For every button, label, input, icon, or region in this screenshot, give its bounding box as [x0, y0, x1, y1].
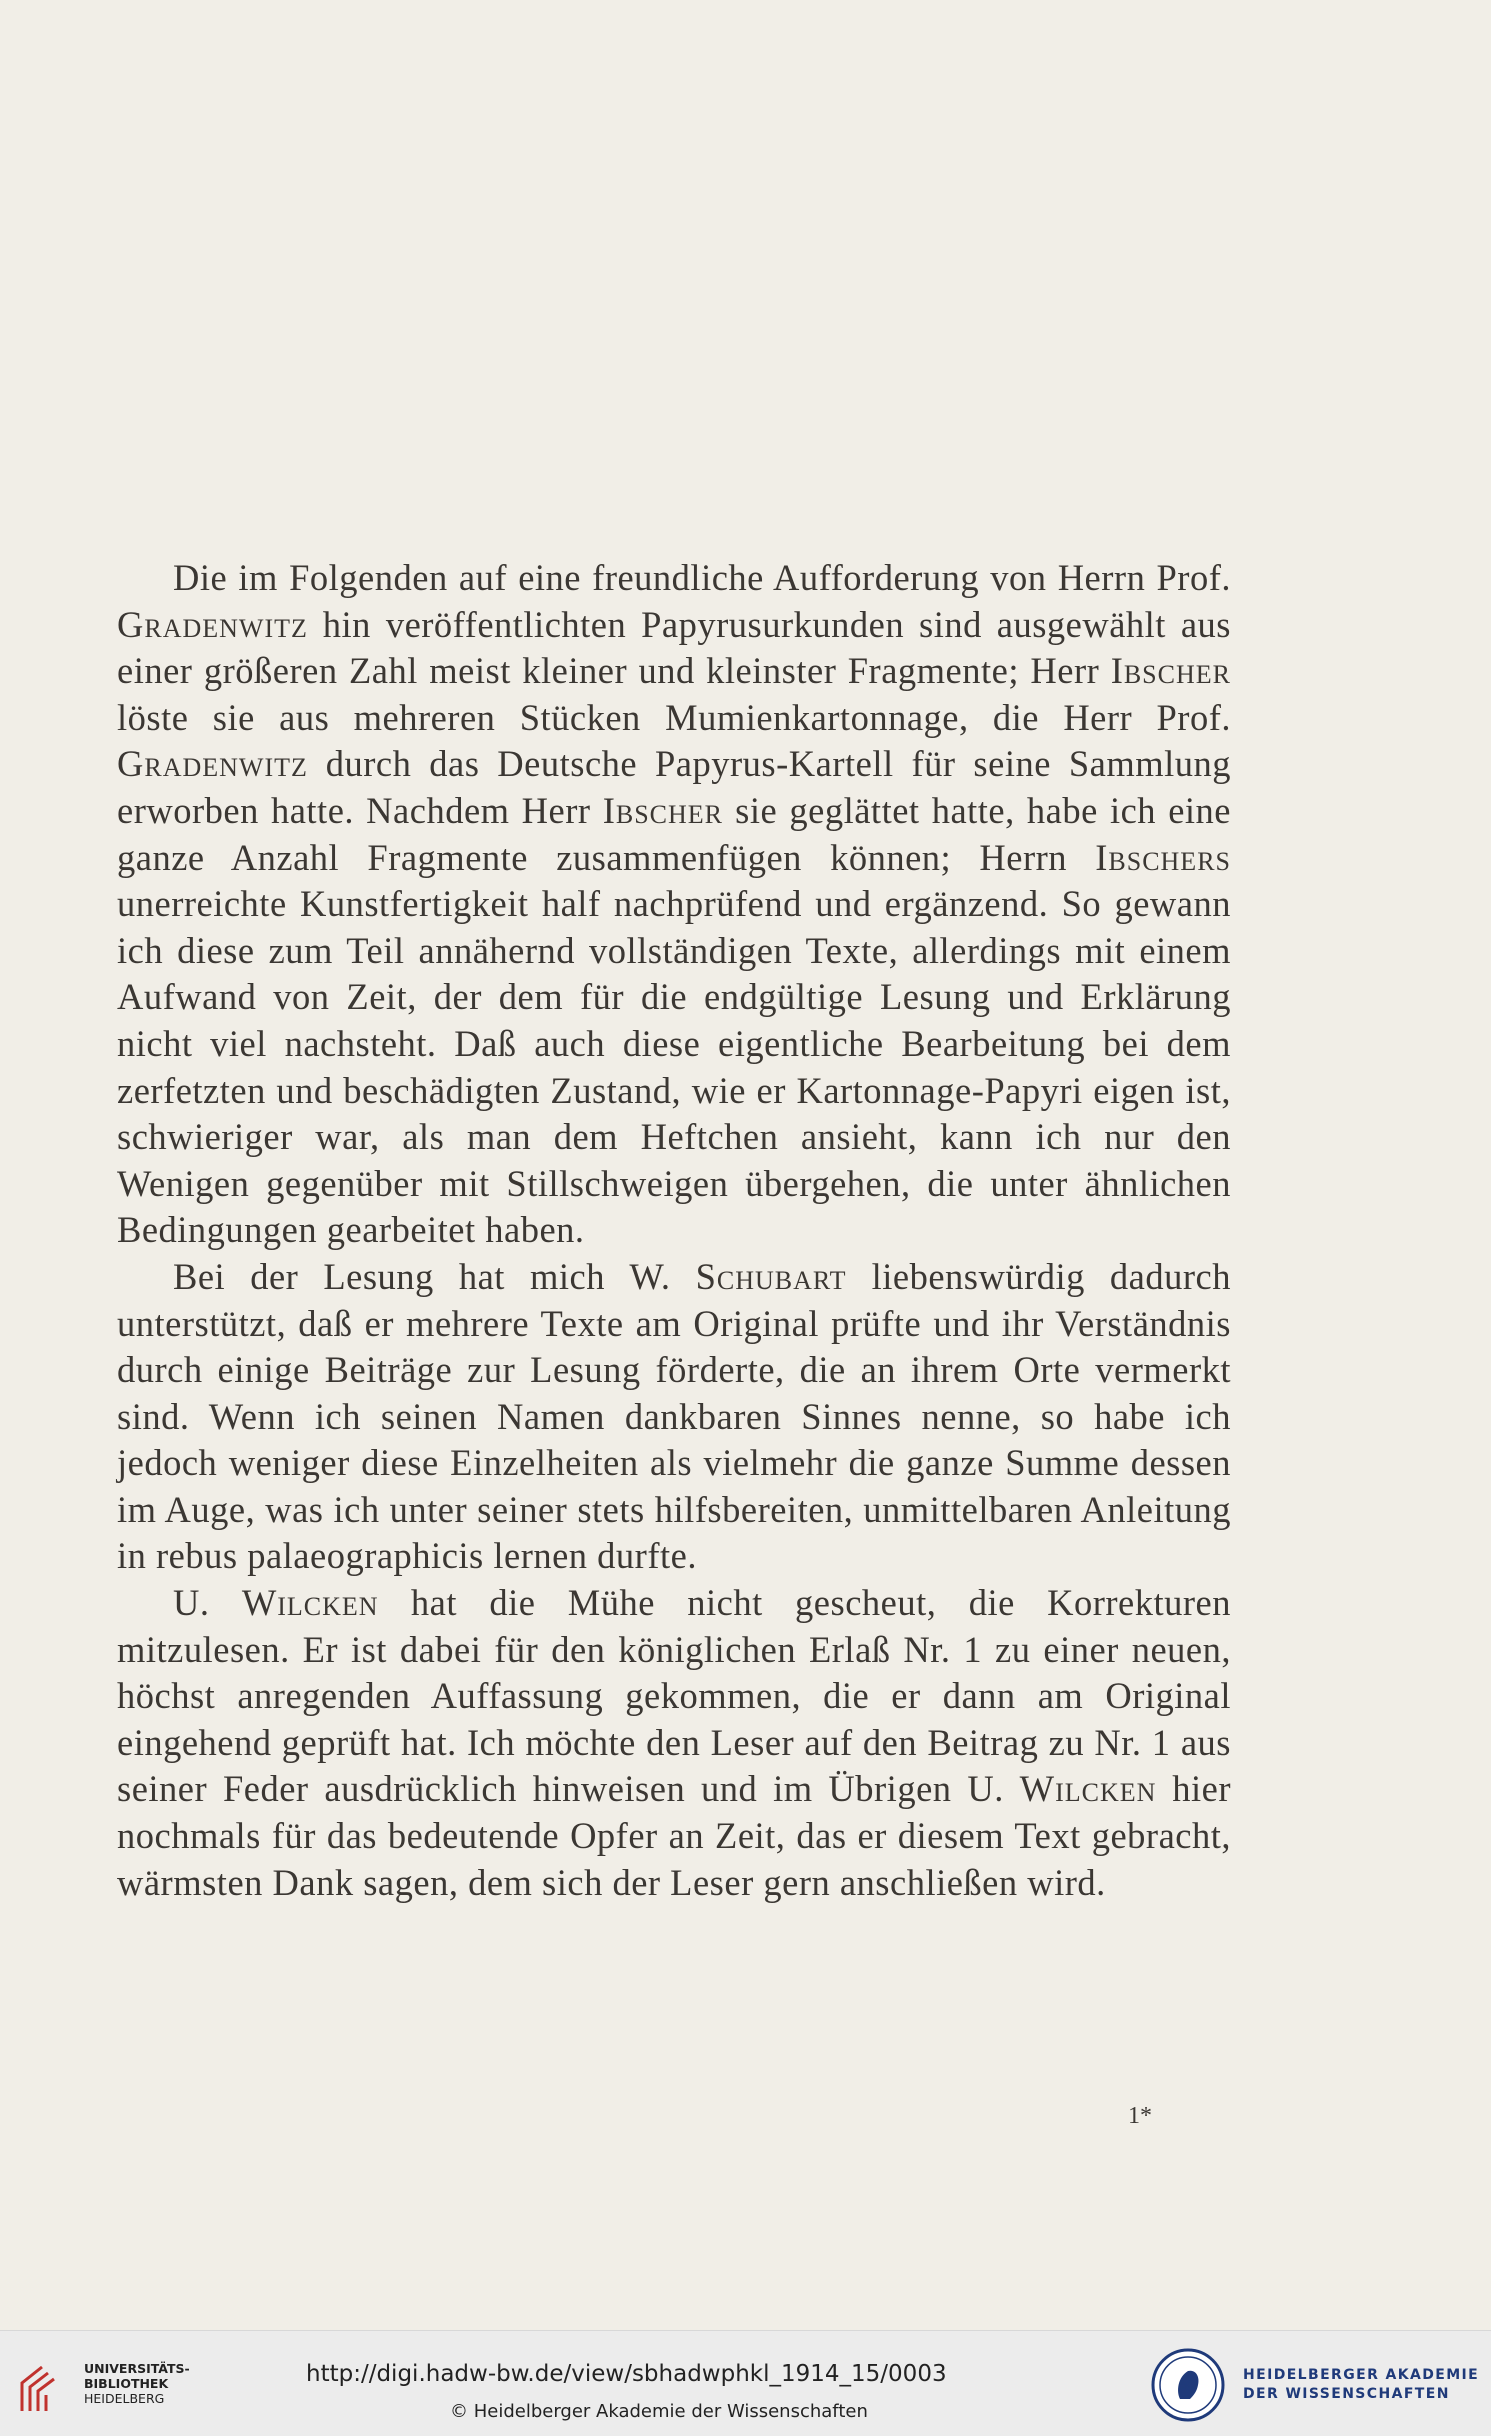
small-caps-name: Wilcken — [241, 1582, 379, 1624]
paragraph — [117, 555, 1231, 1254]
text-run: durch das Deutsche Papyrus-Kartell für seine Sammlung erworben hatte. Nachdem Herr — [117, 743, 1231, 831]
text-run: liebenswürdig dadurch unterstützt, daß er mehrere Texte am Original prüfte und ihr Verständnis durch einige Beiträge zur Lesung förderte, die an ihrem Orte vermerkt sind. Wenn ich seinen Namen dankbaren Sinnes nenne, so habe ich jedoch weniger diese Einzelheiten als vielmehr die ganze Summe dessen im Auge, was ich unter seiner stets hilfsbereiten, unmittelbaren Anleitung in rebus palaeographicis lernen durfte. — [117, 1255, 1231, 1577]
library-line-2: BIBLIOTHEK — [84, 2376, 169, 2391]
text-run: Die im Folgenden auf eine freundliche Aufforderung von Herrn Prof. — [173, 557, 1231, 598]
copyright-notice: © Heidelberger Akademie der Wissenschaften — [450, 2401, 868, 2422]
academy-seal-icon — [1150, 2347, 1226, 2423]
page-number: 1* — [1128, 2103, 1152, 2129]
text-run: hat die Mühe nicht gescheut, die Korrekturen mitzulesen. Er ist dabei für den königlichen Erlaß Nr. 1 zu einer neuen, höchst anregenden Auffassung gekommen, die er dann am Original eingehend geprüft hat. Ich möchte den Leser auf den Beitrag zu Nr. 1 aus seiner Feder ausdrücklich hinweisen und im Übrigen U. — [117, 1582, 1231, 1810]
small-caps-name: Wilcken — [1019, 1768, 1157, 1810]
library-line-3: HEIDELBERG — [84, 2391, 165, 2406]
paragraph — [117, 1254, 1231, 1580]
small-caps-name: Ibscher — [602, 789, 724, 831]
text-run: unerreichte Kunstfertigkeit half nachprüfend und ergänzend. So gewann ich diese zum Teil annähernd vollständigen Texte, allerdings mit einem Aufwand von Zeit, der dem für die endgültige Lesung und Erklärung nicht viel nachsteht. Daß auch diese eigentliche Bearbeitung bei dem zerfetzten und beschädigten Zustand, wie er Kartonnage-Papyri eigen ist, schwieriger war, als man dem Heftchen ansieht, kann ich nur den Wenigen gegenüber mit Stillschweigen übergehen, die unter ähnlichen Bedingungen gearbeitet haben. — [117, 883, 1231, 1251]
text-run: hier nochmals für das bedeutende Opfer an Zeit, das er diesem Text gebracht, wärmsten Dank sagen, dem sich der Leser gern anschließen wird. — [117, 1768, 1231, 1903]
text-run: löste sie aus mehreren Stücken Mumienkartonnage, die Herr Prof. — [117, 696, 1231, 738]
small-caps-name: Gradenwitz — [117, 603, 308, 645]
small-caps-name: Ibschers — [1095, 836, 1231, 878]
library-line-1: UNIVERSITÄTS- — [84, 2361, 190, 2376]
text-run: sie geglättet hatte, habe ich eine ganze Anzahl Fragmente zusammenfügen können; Herrn — [117, 789, 1231, 878]
permalink-url[interactable]: http://digi.hadw-bw.de/view/sbhadwphkl_1914_15/0003 — [306, 2361, 947, 2387]
small-caps-name: Schubart — [695, 1255, 847, 1297]
body-text — [117, 555, 1231, 1906]
university-library-name — [84, 2361, 190, 2406]
small-caps-name: Gradenwitz — [117, 743, 308, 785]
small-caps-name: Ibscher — [1110, 650, 1231, 692]
university-library-logo-icon — [16, 2361, 72, 2417]
academy-line-2: DER WISSENSCHAFTEN — [1243, 2386, 1450, 2402]
paragraph — [117, 1580, 1231, 1906]
footer-bar — [0, 2330, 1491, 2436]
academy-name — [1243, 2366, 1479, 2404]
text-run: hin veröffentlichten Papyrusurkunden sind ausgewählt aus einer größeren Zahl meist kleiner und kleinster Fragmente; Herr — [117, 603, 1231, 692]
text-run: U. — [173, 1582, 242, 1624]
text-run: Bei der Lesung hat mich W. — [173, 1255, 696, 1297]
academy-line-1: HEIDELBERGER AKADEMIE — [1243, 2367, 1480, 2383]
